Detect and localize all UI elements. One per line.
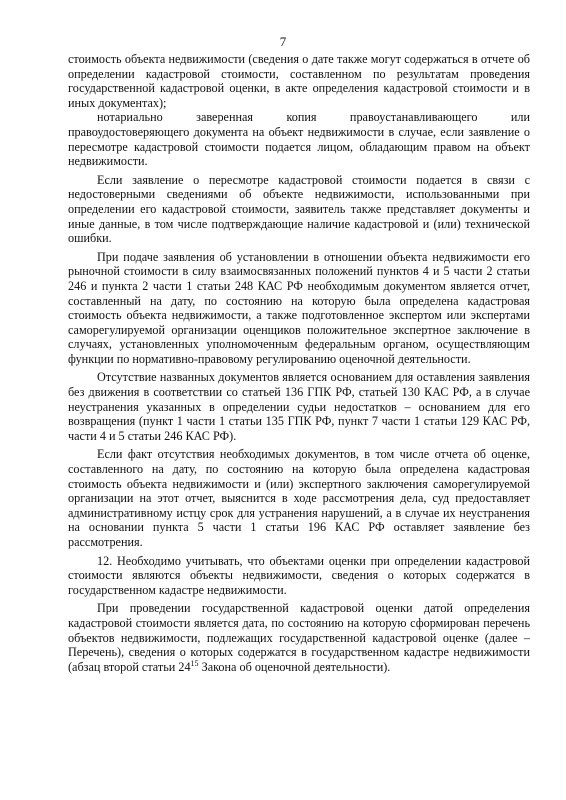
paragraph [68, 601, 530, 674]
paragraph: Отсутствие названных документов является основанием для оставления заявления без движения в соответствии со статьей 136 ГПК РФ, статьей 130 КАС РФ, а в случае неустранения указанных в определении судьи недостатков – основанием для его возвращения (пункт 1 части 1 статьи 135 ГПК РФ, пункт 7 части 1 статьи 129 КАС РФ, части 4 и 5 статьи 246 КАС РФ). [68, 370, 530, 443]
document-body [68, 52, 530, 674]
paragraph: 12. Необходимо учитывать, что объектами оценки при определении кадастровой стоимости являются объекты недвижимости, сведения о которых содержатся в государственном кадастре недвижимости. [68, 553, 530, 597]
paragraph: При подаче заявления об установлении в отношении объекта недвижимости его рыночной стоимости в силу взаимосвязанных положений пунктов 4 и 5 части 2 статьи 246 и пункта 2 части 1 статьи 248 КАС РФ необходимым документом является отчет, составленный на дату, по состоянию на которую была определена кадастровая стоимость объекта недвижимости, а также подготовленное экспертом или экспертами саморегулируемой организации оценщиков положительное экспертное заключение в случаях, установленных уполномоченным федеральным органом, осуществляющим функции по нормативно-правовому регулированию оценочной деятельности. [68, 249, 530, 366]
superscript-reference: 15 [190, 658, 199, 668]
paragraph: Если факт отсутствия необходимых документов, в том числе отчета об оценке, составленного на дату, по состоянию на которую была определена кадастровая стоимость объекта недвижимости и (или) экспертного заключения саморегулируемой организации на этот отчет, выяснится в ходе рассмотрения дела, суд предоставляет административному истцу срок для устранения нарушений, а в случае их неустранения на основании пункта 5 части 1 статьи 196 КАС РФ оставляет заявление без рассмотрения. [68, 447, 530, 549]
page-number: 7 [279, 34, 287, 49]
paragraph: нотариально заверенная копия правоустанавливающего или правоудостоверяющего документа на объект недвижимости в случае, если заявление о пересмотре кадастровой стоимости подается лицом, обладающим правом на объект недвижимости. [68, 110, 530, 169]
paragraph: стоимость объекта недвижимости (сведения о дате также могут содержаться в отчете об определении кадастровой стоимости, составленном по результатам проведения государственной кадастровой оценки, в акте определения кадастровой стоимости и в иных документах); [68, 52, 530, 110]
paragraph: Если заявление о пересмотре кадастровой стоимости подается в связи с недостоверными сведениями об объекте недвижимости, использованными при определении его кадастровой стоимости, заявитель также представляет документы и иные данные, в том числе подтверждающие наличие кадастровой и (или) технической ошибки. [68, 172, 530, 246]
paragraph-text: При проведении государственной кадастровой оценки датой определения кадастровой стоимости является дата, по состоянию на которую сформирован перечень объектов недвижимости, подлежащих государственной кадастровой оценке (далее – Перечень), сведения о которых содержатся в государственном кадастре недвижимости (абзац второй статьи 24 [68, 601, 530, 674]
paragraph-text: Закона об оценочной деятельности). [198, 659, 391, 674]
